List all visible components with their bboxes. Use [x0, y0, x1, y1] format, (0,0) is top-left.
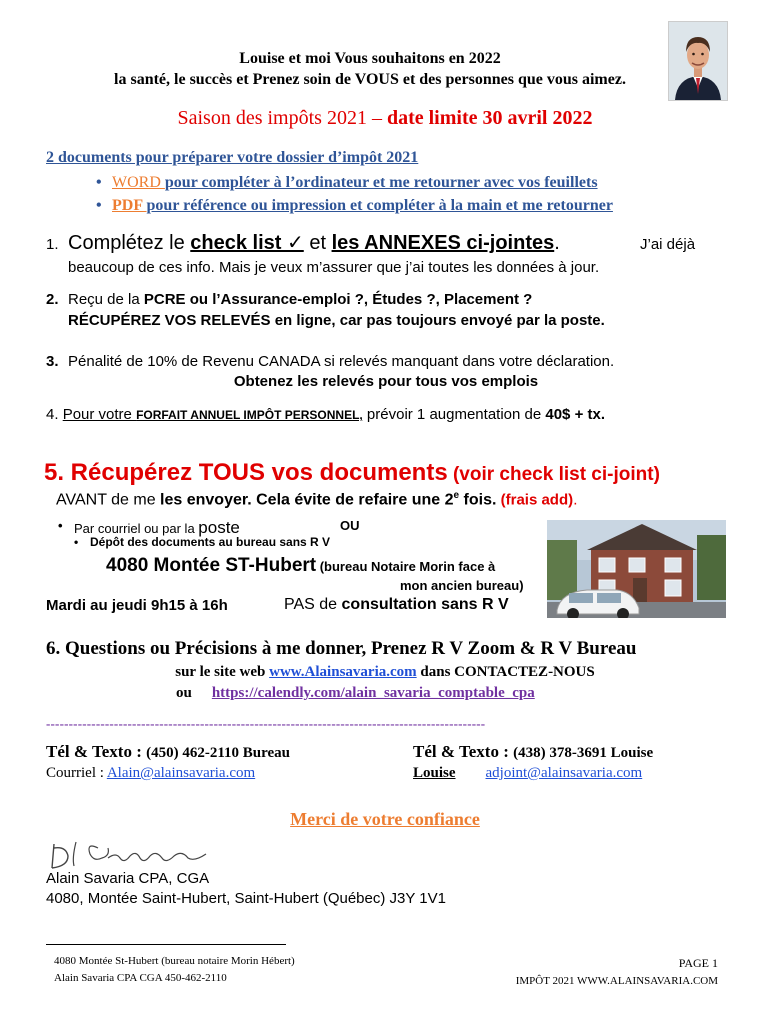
item-1-line-2: beaucoup de ces info. Mais je veux m’assurer que j’ai toutes les données à jour. — [68, 259, 600, 276]
item-5-heading: 5. Récupérez TOUS vos documents (voir check list ci-joint) — [44, 459, 660, 486]
item-2: 2. Reçu de la PCRE ou l’Assurance-emploi ?, Études ?, Placement ? — [46, 291, 533, 308]
word-description: pour compléter à l’ordinateur et me retourner avec vos feuillets — [164, 174, 598, 191]
handwritten-signature — [46, 838, 216, 872]
contact-left-email: Courriel : Alain@alainsavaria.com — [46, 765, 256, 781]
annexes-link[interactable]: les ANNEXES ci-jointes — [331, 232, 555, 254]
footer-left-line-2: Alain Savaria CPA CGA 450-462-2110 — [54, 972, 227, 984]
footer-rule — [46, 944, 286, 945]
item-1-deja: J’ai déjà — [640, 236, 696, 253]
pdf-document-item — [112, 197, 613, 215]
footer-left-line-1: 4080 Montée St-Hubert (bureau notaire Morin Hébert) — [54, 955, 295, 967]
item-1: 1. Complétez le check list ✓ et les ANNEXES ci-jointes. — [46, 232, 560, 254]
depot-item: • Dépôt des documents au bureau sans R V — [90, 535, 330, 549]
header-line-1: Louise et moi Vous souhaitons en 2022 — [239, 50, 501, 67]
tax-season-line — [0, 107, 770, 130]
header-line-2: la santé, le succès et Prenez soin de VOUS et des personnes que vous aimez. — [114, 71, 626, 88]
no-consultation: PAS de consultation sans R V — [284, 596, 509, 613]
contact-left-phone: Tél & Texto : (450) 462-2110 Bureau — [46, 742, 291, 761]
adjoint-email-link[interactable]: adjoint@alainsavaria.com — [485, 765, 643, 781]
pdf-link[interactable]: PDF — [112, 197, 147, 214]
footer-right: IMPÔT 2021 WWW.ALAINSAVARIA.COM — [515, 975, 718, 987]
checklist-link[interactable]: check list ✓ — [190, 232, 304, 254]
item-3: 3. Pénalité de 10% de Revenu CANADA si relevés manquant dans votre déclaration. — [46, 353, 615, 370]
calendly-link[interactable]: https://calendly.com/alain_savaria_comptable_cpa — [211, 685, 535, 701]
documents-heading: 2 documents pour préparer votre dossier d’impôt 2021 — [46, 149, 419, 166]
office-address-note-2: mon ancien bureau) — [400, 578, 524, 593]
word-document-item — [112, 174, 598, 192]
item-5-avant: AVANT de me les envoyer. Cela évite de refaire une 2e fois. (frais add). — [56, 490, 578, 509]
item-6-site-line: sur le site web www.Alainsavaria.com dans CONTACTEZ-NOUS — [175, 664, 595, 680]
office-building-photo — [547, 520, 726, 618]
website-link[interactable]: www.Alainsavaria.com — [269, 664, 417, 680]
dashed-divider: ------------------------------------------------------------------------------------------------- — [46, 716, 486, 731]
item-6-calendly-line: ou https://calendly.com/alain_savaria_comptable_cpa — [176, 685, 535, 701]
item-6-heading: 6. Questions ou Précisions à me donner, Prenez R V Zoom & R V Bureau — [46, 638, 637, 659]
word-link[interactable]: WORD — [112, 174, 165, 191]
footer-page-number: PAGE 1 — [678, 956, 718, 970]
item-3-line-2: Obtenez les relevés pour tous vos emplois — [233, 373, 539, 390]
office-address: 4080 Montée ST-Hubert (bureau Notaire Morin face à — [106, 555, 496, 576]
item-2-line-2: RÉCUPÉREZ VOS RELEVÉS en ligne, car pas toujours envoyé par la poste. — [68, 312, 605, 329]
season-deadline: date limite 30 avril 2022 — [386, 107, 593, 129]
thanks-message: Merci de votre confiance — [290, 809, 480, 829]
portrait-photo — [668, 21, 728, 101]
signature-name: Alain Savaria CPA, CGA — [46, 870, 210, 887]
signature-address: 4080, Montée Saint-Hubert, Saint-Hubert (Québec) J3Y 1V1 — [46, 890, 446, 907]
contact-right-email: Louise adjoint@alainsavaria.com — [413, 765, 643, 781]
ou-label: OU — [340, 518, 360, 533]
item-4: 4. Pour votre FORFAIT ANNUEL IMPÔT PERSONNEL, prévoir 1 augmentation de 40$ + tx. — [46, 406, 606, 423]
office-hours: Mardi au jeudi 9h15 à 16h — [46, 597, 228, 614]
alain-email-link[interactable]: Alain@alainsavaria.com — [106, 765, 256, 781]
season-prefix: Saison des impôts 2021 – — [177, 107, 387, 129]
pdf-description: pour référence ou impression et compléter à la main et me retourner — [146, 197, 613, 214]
contact-right-phone: Tél & Texto : (438) 378-3691 Louise — [413, 742, 654, 761]
courriel-poste-item: • Par courriel ou par la poste — [74, 518, 240, 538]
